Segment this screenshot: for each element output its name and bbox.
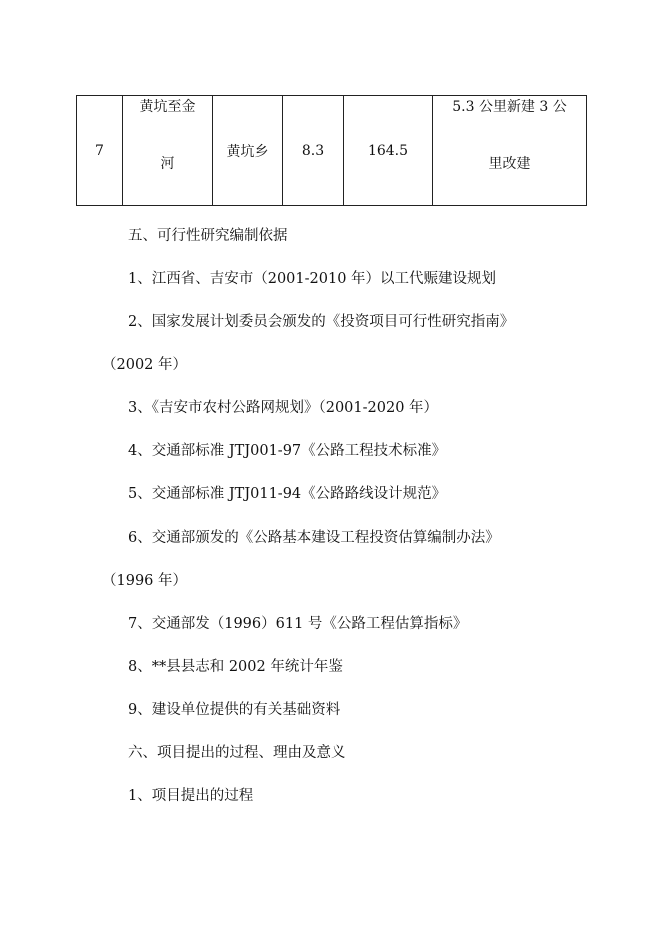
basis-item-2-continued: （2002 年） <box>102 357 188 373</box>
remark-line2: 里改建 <box>488 156 531 172</box>
remark-line1: 5.3 公里新建 3 公 <box>452 99 567 115</box>
table-row <box>77 96 587 206</box>
cell-remark <box>433 96 587 206</box>
basis-item-6: 6、交通部颁发的《公路基本建设工程投资估算编制办法》 <box>128 530 500 546</box>
project-table <box>76 95 587 206</box>
basis-item-5: 5、交通部标准 JTJ011-94《公路路线设计规范》 <box>128 486 447 502</box>
basis-item-3: 3、《吉安市农村公路网规划》（2001-2020 年） <box>128 400 439 416</box>
section5-heading: 五、可行性研究编制依据 <box>128 228 288 244</box>
cell-number: 7 <box>77 96 123 206</box>
basis-item-9: 9、建设单位提供的有关基础资料 <box>128 702 341 718</box>
cell-length: 8.3 <box>283 96 344 206</box>
subsection-1-heading: 1、项目提出的过程 <box>128 788 254 804</box>
cell-township: 黄坑乡 <box>213 96 283 206</box>
basis-item-6-continued: （1996 年） <box>102 573 188 589</box>
section6-heading: 六、项目提出的过程、理由及意义 <box>128 745 346 761</box>
cell-road-name <box>123 96 213 206</box>
road-name-line2: 河 <box>160 156 175 172</box>
basis-item-1: 1、江西省、吉安市（2001-2010 年）以工代赈建设规划 <box>128 271 497 287</box>
road-name-line1: 黄坑至金 <box>139 99 196 115</box>
basis-item-7: 7、交通部发（1996）611 号《公路工程估算指标》 <box>128 616 468 632</box>
basis-item-8: 8、**县县志和 2002 年统计年鉴 <box>128 659 343 675</box>
cell-amount: 164.5 <box>344 96 433 206</box>
basis-item-2: 2、国家发展计划委员会颁发的《投资项目可行性研究指南》 <box>128 314 515 330</box>
basis-item-4: 4、交通部标准 JTJ001-97《公路工程技术标准》 <box>128 443 447 459</box>
